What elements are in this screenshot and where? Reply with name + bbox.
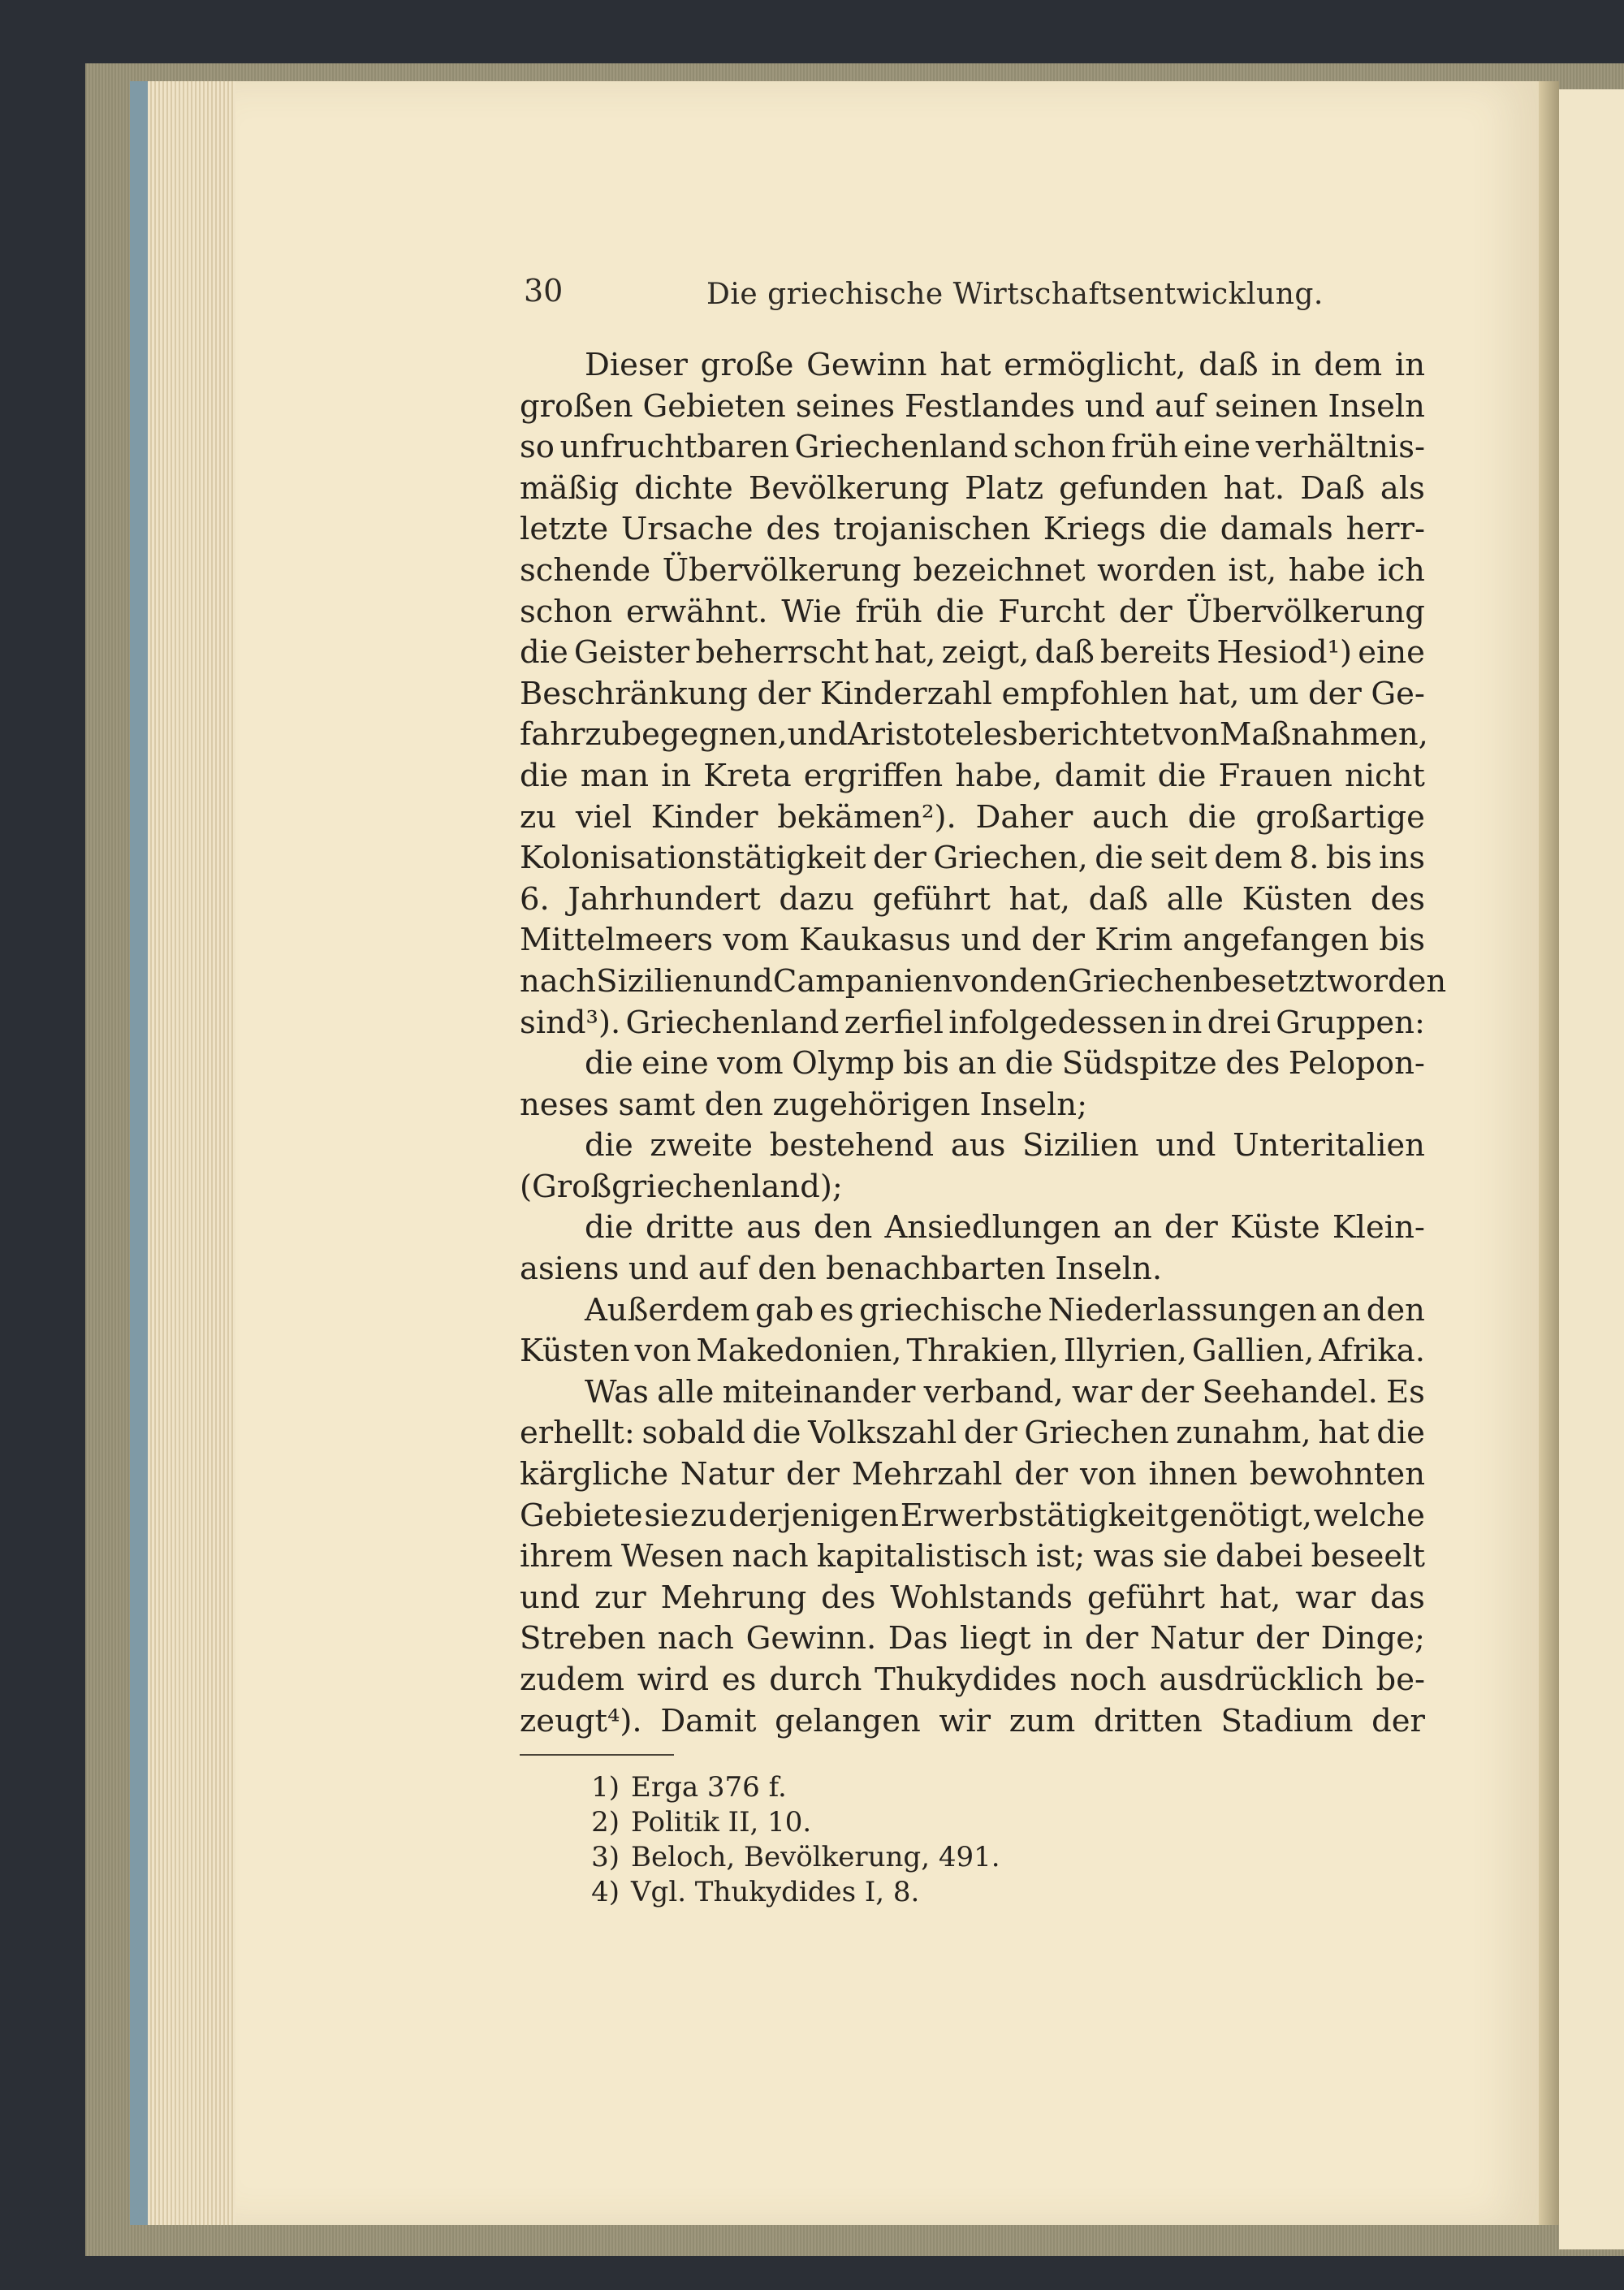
text-line: mäßig dichte Bevölkerung Platz gefunden hat. Daß als [520,469,1425,507]
footnotes [581,1770,1311,1910]
text-line: die man in Kreta ergriffen habe, damit die Frauen nicht [520,757,1425,794]
text-line: sind³). Griechenland zerfiel infolgedessen in drei Gruppen: [520,1004,1425,1041]
footnote-text: Erga 376 f. [631,1771,787,1804]
footnote-text: Vgl. Thukydides I, 8. [631,1876,920,1908]
text-line: zu viel Kinder bekämen²). Daher auch die großartige [520,798,1425,836]
text-line: (Großgriechenland); [520,1168,843,1205]
text-line: 6. Jahrhundert dazu geführt hat, daß alle Küsten des [520,880,1425,918]
text-line: Küsten von Makedonien, Thrakien, Illyrien, Gallien, Afrika. [520,1333,1425,1370]
text-line: Kolonisationstätigkeit der Griechen, die seit dem 8. bis ins [520,840,1425,877]
text-line: Außerdem gab es griechische Niederlassungen an den [585,1291,1425,1329]
text-line: zudem wird es durch Thukydides noch ausdrücklich be- [520,1661,1425,1698]
footnote [581,1875,1311,1910]
text-line: fahr zu begegnen, und Aristoteles berichtet von Maßnahmen, [520,716,1428,754]
footnote [581,1770,1311,1805]
footnote-number: 2) [591,1806,620,1838]
footnote-number: 1) [591,1771,620,1804]
text-line: ihrem Wesen nach kapitalistisch ist; was sie dabei beseelt [520,1538,1425,1575]
text-line: die eine vom Olymp bis an die Südspitze des Pelopon- [585,1045,1425,1082]
text-line: Dieser große Gewinn hat ermöglicht, daß in dem in [585,347,1425,383]
footnote-text: Politik II, 10. [631,1806,812,1838]
page-edges [148,81,237,2225]
text-line: und zur Mehrung des Wohlstands geführt hat, war das [520,1579,1425,1616]
footnote-text: Beloch, Bevölkerung, 491. [631,1841,1000,1873]
text-line: Mittelmeers vom Kaukasus und der Krim angefangen bis [520,922,1425,959]
text-line: Gebiete sie zu derjenigen Erwerbstätigkeit genötigt, welche [520,1497,1425,1534]
text-line: großen Gebieten seines Festlandes und auf seinen Inseln [520,387,1425,425]
text-line: schende Übervölkerung bezeichnet worden ist, habe ich [520,551,1425,589]
footnote [581,1805,1311,1840]
cover-edge [130,81,148,2225]
text-line: asiens und auf den benachbarten Inseln. [520,1251,1163,1288]
text-line: letzte Ursache des trojanischen Kriegs die damals herr- [520,511,1425,548]
page-gutter [1539,81,1559,2225]
footnote [581,1840,1311,1875]
text-line: schon erwähnt. Wie früh die Furcht der Übervölkerung [520,593,1425,630]
facing-page-edge [1559,89,1624,2249]
text-line: so unfruchtbaren Griechenland schon früh eine verhältnis- [520,429,1425,466]
running-title: Die griechische Wirtschaftsentwicklung. [706,278,1324,311]
footnote-number: 3) [591,1841,620,1873]
text-line: Beschränkung der Kinderzahl empfohlen hat, um der Ge- [520,675,1425,712]
text-line: neses samt den zugehörigen Inseln; [520,1086,1088,1123]
text-line: zeugt⁴). Damit gelangen wir zum dritten Stadium der [520,1702,1425,1739]
running-head [524,273,1425,322]
footnote-rule [520,1754,674,1756]
page-number: 30 [524,273,564,309]
text-line: Streben nach Gewinn. Das liegt in der Natur der Dinge; [520,1620,1425,1657]
text-line: nach Sizilien und Campanien von den Griechen besetzt worden [520,962,1447,1000]
text-line: die dritte aus den Ansiedlungen an der Küste Klein- [585,1209,1425,1247]
text-line: die zweite bestehend aus Sizilien und Unteritalien [585,1127,1425,1164]
body-text [520,345,1447,1742]
text-line: kärgliche Natur der Mehrzahl der von ihnen bewohnten [520,1456,1425,1493]
footnote-number: 4) [591,1876,620,1908]
text-line: die Geister beherrscht hat, zeigt, daß bereits Hesiod¹) eine [520,634,1425,672]
text-line: Was alle miteinander verband, war der Seehandel. Es [585,1373,1425,1411]
text-line: erhellt: sobald die Volkszahl der Griechen zunahm, hat die [520,1415,1425,1452]
